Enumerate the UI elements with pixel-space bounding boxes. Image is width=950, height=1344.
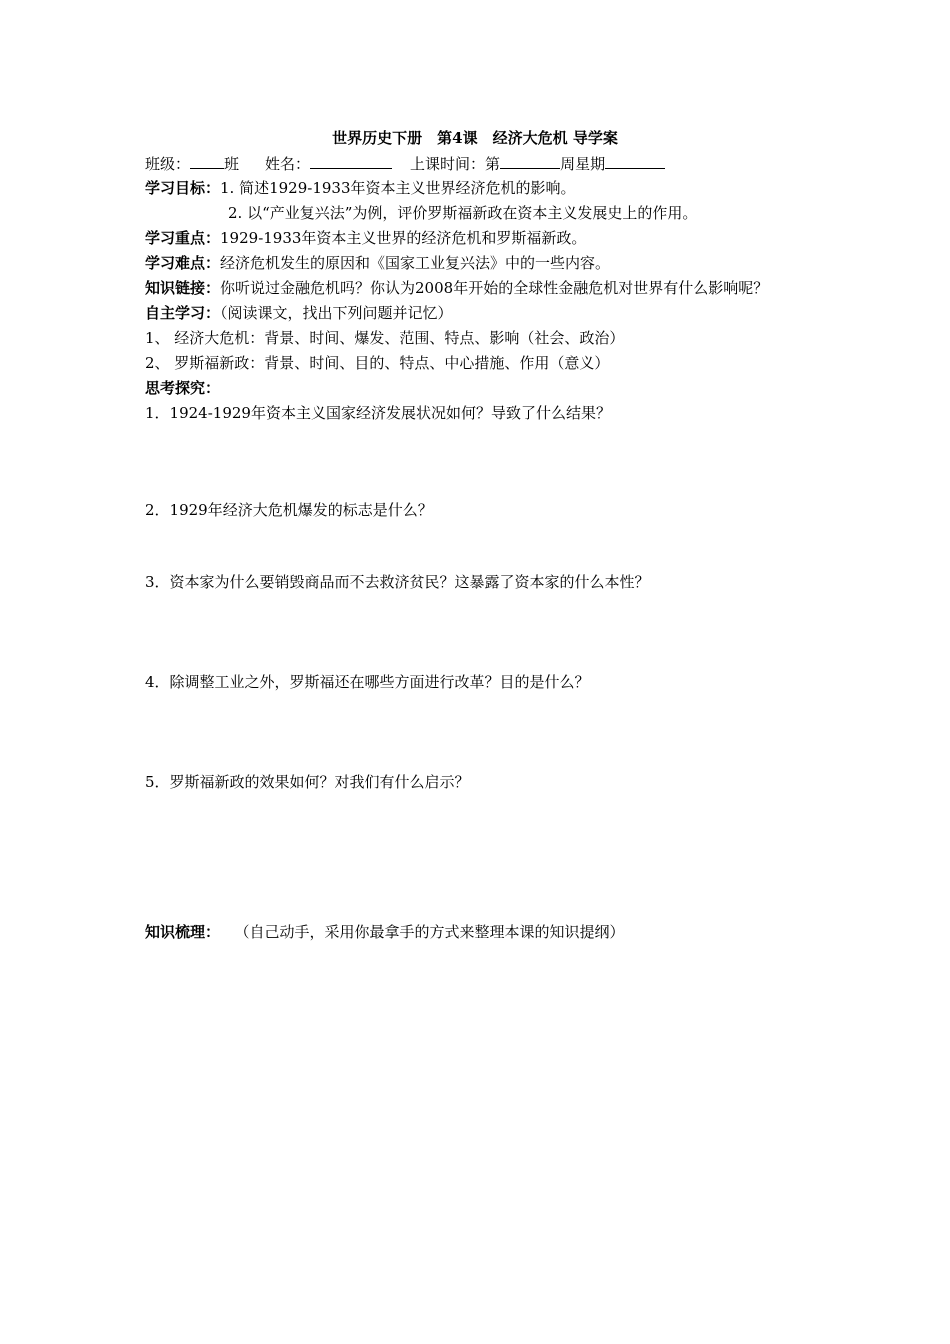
link-line <box>145 276 810 301</box>
difficulty-label: 学习难点： <box>145 254 221 272</box>
question-5: 5．罗斯福新政的效果如何？对我们有什么启示？ <box>145 773 470 791</box>
name-label: 姓名： <box>265 155 311 173</box>
goal-item-1: 1. 简述1929-1933年资本主义世界经济危机的影响。 <box>220 179 576 197</box>
goals-line-2 <box>145 201 810 226</box>
lesson-number-blank[interactable] <box>500 151 560 169</box>
document-content <box>145 126 810 945</box>
explore-heading <box>145 376 810 401</box>
page-title: 世界历史下册 第4课 经济大危机 导学案 <box>332 129 618 147</box>
focus-label: 学习重点： <box>145 229 221 247</box>
self-study-line <box>145 301 810 326</box>
answer-space-2[interactable] <box>145 523 810 570</box>
time-label: 上课时间：第 <box>410 155 501 173</box>
question-2: 2．1929年经济大危机爆发的标志是什么？ <box>145 501 433 519</box>
answer-space-5[interactable] <box>145 795 810 920</box>
summary-label: 知识梳理： <box>145 923 221 941</box>
question-4: 4．除调整工业之外，罗斯福还在哪些方面进行改革？目的是什么？ <box>145 673 590 691</box>
summary-line <box>145 920 810 945</box>
info-line <box>145 151 810 176</box>
answer-space-1[interactable] <box>145 426 810 498</box>
goals-label: 学习目标： <box>145 179 221 197</box>
focus-line <box>145 226 810 251</box>
class-label: 班级： <box>145 155 191 173</box>
answer-space-4[interactable] <box>145 695 810 770</box>
difficulty-line <box>145 251 810 276</box>
weekday-blank[interactable] <box>605 151 665 169</box>
self-study-label: 自主学习： <box>145 304 221 322</box>
answer-space-3[interactable] <box>145 595 810 670</box>
explore-label: 思考探究： <box>145 379 221 397</box>
class-suffix: 班 <box>224 155 240 173</box>
class-blank[interactable] <box>190 151 224 169</box>
goal-item-2: 2. 以“产业复兴法”为例，评价罗斯福新政在资本主义发展史上的作用。 <box>228 204 698 222</box>
self-study-note: （阅读课文，找出下列问题并记忆） <box>220 304 453 322</box>
self-study-item-2: 2、 罗斯福新政：背景、时间、目的、特点、中心措施、作用（意义） <box>145 354 610 372</box>
goals-line-1 <box>145 176 810 201</box>
question-3: 3．资本家为什么要销毁商品而不去救济贫民？这暴露了资本家的什么本性？ <box>145 573 650 591</box>
self-study-item-1: 1、 经济大危机：背景、时间、爆发、范围、特点、影响（社会、政治） <box>145 329 625 347</box>
focus-text: 1929-1933年资本主义世界的经济危机和罗斯福新政。 <box>220 229 587 247</box>
week-label: 周星期 <box>560 155 606 173</box>
link-label: 知识链接： <box>145 279 221 297</box>
link-text: 你听说过金融危机吗？你认为2008年开始的全球性金融危机对世界有什么影响呢？ <box>220 279 769 297</box>
question-1: 1．1924-1929年资本主义国家经济发展状况如何？导致了什么结果？ <box>145 404 611 422</box>
summary-note: （自己动手，采用你最拿手的方式来整理本课的知识提纲） <box>242 923 625 941</box>
name-blank[interactable] <box>310 151 392 169</box>
difficulty-text: 经济危机发生的原因和《国家工业复兴法》中的一些内容。 <box>220 254 611 272</box>
